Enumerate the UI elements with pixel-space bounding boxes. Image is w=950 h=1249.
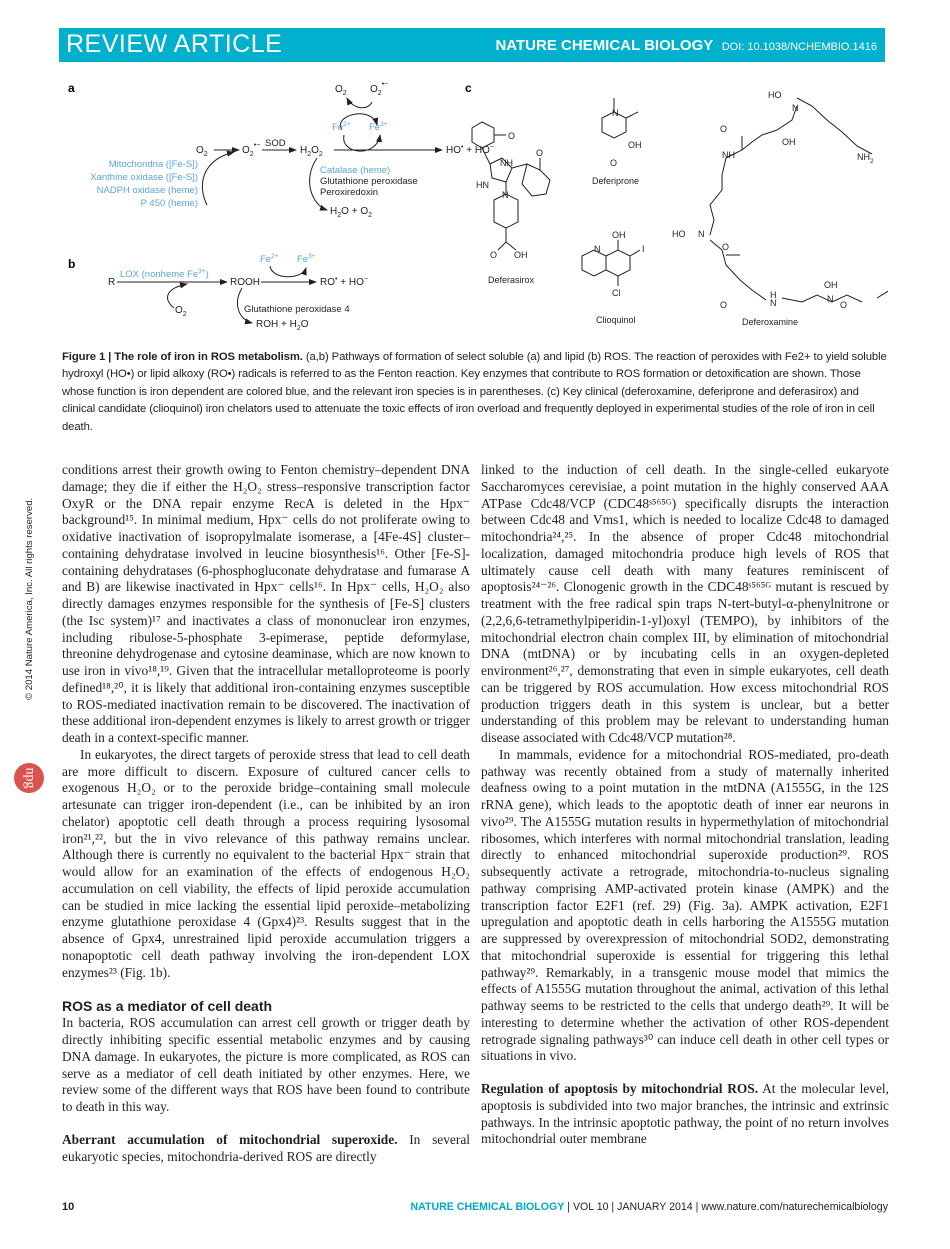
svg-text:O2: $O_2$	[175, 305, 187, 318]
panel-a-label: a	[68, 81, 75, 95]
article-type-label: REVIEW ARTICLE	[66, 30, 283, 58]
panel-b-label: b	[68, 257, 76, 271]
figure-1	[62, 80, 888, 340]
journal-doi-block	[495, 37, 877, 55]
svg-text:LOX (nonheme Fe3+): LOX (nonheme $Fe^{3+}$)	[120, 268, 209, 280]
paragraph: Aberrant accumulation of mitochondrial superoxide. In several eukaryotic species, mitochondria-derived ROS are directly	[62, 1131, 470, 1164]
svg-text:Peroxiredoxin: Peroxiredoxin	[320, 187, 379, 198]
paragraph: In eukaryotes, the direct targets of peroxide stress that lead to cell death are more difficult to discern. Exposure of cultured cancer cells to exogenous H₂O₂ or to the peroxide bridge–containing small molecule artesunate can trigger iron-dependent (i.e., can be inhibited by an iron chelator) apoptotic cell death through a process requiring lysosomal iron²¹,²², but the in vivo relevance of this pathway remains unclear. Although there is currently no equivalent to the bacterial Hpx⁻ strain that would allow for an examination of the effects of endogenous H₂O₂ accumulation on cell viability, the effects of lipid peroxide accumulation can be studied in mice lacking the essential lipid peroxide–metabolizing enzyme glutathione peroxidase 4 (Gpx4)²³. Results suggest that in the absence of Gpx4, unrestrained lipid peroxide accumulation triggers a nonapoptotic cell death pathway involving the iron-dependent LOX enzymes²³ (Fig. 1b).	[62, 746, 470, 980]
catalase-label: Catalase (heme)	[320, 165, 391, 176]
compound-label-deferoxamine: Deferoxamine	[742, 317, 799, 327]
svg-text:O: O	[490, 250, 498, 260]
svg-text:HO: HO	[768, 90, 782, 100]
footer-issue: | VOL 10 | JANUARY 2014 | www.nature.com/naturechemicalbiology	[564, 1201, 888, 1213]
svg-text:OH: OH	[628, 140, 642, 150]
svg-text:ROH + H2O: ROH + $H_2O$	[256, 319, 309, 332]
svg-text:OH: OH	[514, 250, 528, 260]
caption-title: Figure 1 | The role of iron in ROS metabolism.	[62, 351, 303, 363]
svg-text:H2O2: $H_2O_2$	[300, 145, 323, 158]
svg-text:Glutathione peroxidase 4: Glutathione peroxidase 4	[244, 304, 350, 315]
svg-text:O: O	[840, 300, 848, 310]
body-column-left	[62, 462, 470, 1165]
compound-label-deferiprone: Deferiprone	[592, 176, 640, 186]
paragraph: linked to the induction of cell death. In the single-celled eukaryote Saccharomyces cerevisiae, a point mutation in the highly conserved AAA ATPase Cdc48/VCP (CDC48ˢ⁵⁶⁵ᴳ) specifically disrupts the interaction between Cdc48 and Vms1, which is needed to localize Cdc48 to damaged mitochondria²⁴,²⁵. In the absence of proper Cdc48 mitochondrial localization, damaged mitochondria produce high levels of ROS that ultimately cause cell death with many features reminiscent of apoptosis²⁴⁻²⁶. Clonogenic growth in the CDC48ˢ⁵⁶⁵ᴳ mutant is rescued by treatment with the free radical spin traps N-tert-butyl-α-phenylnitrone or (2,2,6,6-tetramethylpiperidin-1-yl)oxyl (TEMPO), by inhibitors of the mitochondrial electron chain complex III, by elimination of mitochondrial DNA (mtDNA) or by incubating cells in an oxygen-depleted environment²⁶,²⁷, demonstrating that even in simple eukaryotes, cell death can be triggered by ROS accumulation. How excess mitochondrial ROS production triggers death in this system is unclear, but a better understanding of this problem may be relevant to understanding human disease associated with Cdc48/VCP mutation²⁸.	[481, 462, 889, 745]
copyright-notice: © 2014 Nature America, Inc. All rights reserved.	[24, 497, 35, 700]
svg-text:OH: OH	[612, 230, 626, 240]
svg-text:Mitochondria ([Fe-S]): Mitochondria ([Fe-S])	[108, 159, 198, 170]
subsection-heading: Regulation of apoptosis by mitochondrial ROS.	[481, 1081, 759, 1096]
npg-logo: npg	[14, 763, 44, 793]
figure-caption	[62, 349, 888, 436]
svg-text:N: N	[612, 108, 619, 118]
svg-text:NH: NH	[500, 158, 513, 168]
svg-text:N: N	[502, 190, 509, 200]
svg-text:OH: OH	[782, 137, 796, 147]
svg-text:O2•−: $O_2^{•-}$	[370, 81, 389, 97]
svg-text:O2: $O_2$	[196, 145, 208, 158]
svg-text:Fe3+: $Fe^{3+}$	[369, 121, 388, 133]
svg-text:N: N	[827, 294, 834, 304]
svg-text:OH: OH	[824, 280, 838, 290]
page-number: 10	[62, 1201, 75, 1213]
caption-text: (a,b) Pathways of formation of select soluble (a) and lipid (b) ROS. The reaction of peroxides with Fe2+ to yield soluble hydroxyl (HO•) or lipid alkoxy (RO•) radicals is referred to as the Fenton reaction. Key enzymes that contribute to ROS formation or detoxification are shown. Those whose function is iron dependent are colored blue, and the relevant iron species is in parentheses. (c) Key clinical (deferoxamine, deferiprone and deferasirox) and clinical candidate (clioquinol) iron chelators used to attenuate the toxic effects of iron overload and frequently deployed in experimental studies of the role of iron in cell death.	[62, 351, 887, 433]
svg-text:N: N	[698, 229, 705, 239]
svg-text:O: O	[610, 158, 618, 168]
svg-text:H: H	[770, 290, 777, 300]
svg-text:O: O	[536, 148, 544, 158]
svg-text:O: O	[722, 242, 730, 252]
panel-c-label: c	[465, 81, 472, 95]
section-heading: ROS as a mediator of cell death	[62, 998, 273, 1015]
svg-text:N: N	[770, 298, 777, 308]
svg-text:NH2: $NH_2$	[857, 152, 874, 165]
footer-journal-name: NATURE CHEMICAL BIOLOGY	[410, 1201, 565, 1213]
sod-label: SOD	[265, 138, 286, 149]
body-column-right	[481, 462, 889, 1148]
subsection-heading: Aberrant accumulation of mitochondrial superoxide.	[62, 1131, 398, 1147]
svg-text:Xanthine oxidase ([Fe-S]): Xanthine oxidase ([Fe-S])	[90, 172, 198, 183]
journal-header-bar	[59, 28, 885, 62]
svg-text:O2: $O_2$	[335, 84, 347, 97]
svg-text:HO• + HO−: HO• + HO−	[446, 144, 494, 156]
svg-text:I: I	[642, 244, 645, 254]
svg-text:N: N	[792, 103, 799, 113]
paragraph: Regulation of apoptosis by mitochondrial ROS. At the molecular level, apoptosis is subdivided into two major branches, the intrinsic and extrinsic pathways. In the intrinsic apoptotic pathway, the point of no return involves mitochondrial outer membrane	[481, 1081, 889, 1147]
svg-text:Fe2+: $Fe^{2+}$	[260, 253, 279, 265]
deferiprone-structure	[602, 98, 638, 138]
ros-sources-list	[90, 159, 198, 209]
svg-text:Fe2+: $Fe^{2+}$	[332, 121, 351, 133]
svg-text:N: N	[594, 244, 601, 254]
paragraph: conditions arrest their growth owing to Fenton chemistry–dependent DNA damage; they die if either the H₂O₂ stress–responsive transcription factor OxyR or the DNA repair enzyme RecA is deleted in the Hpx⁻ background¹⁵. In minimal medium, Hpx⁻ cells do not proliferate owing to oxidative inactivation of isopropylmalate isomerase, a [4Fe-4S] cluster–containing dehydratase involved in leucine biosynthesis¹⁶. Other [Fe-S]-containing dehydratases (6-phosphogluconate dehydratase and fumarase A and B) are likewise inactivated in Hpx⁻ cells¹⁶. In Hpx⁻ cells, H₂O₂ also directly damages enzymes responsible for the synthesis of [Fe-S] clusters (the Isc system)¹⁷ and inactivates a class of mononuclear iron enzymes, including ribulose-5-phosphate 3-epimerase, peptide deformylase, threonine dehydrogenase and cytosine deaminase, which are now known to use iron in vivo¹⁸,¹⁹. Given that the intracellular metalloproteome is poorly defined¹⁸,²⁰, it is likely that additional iron-containing enzymes susceptible to ROS-mediated inactivation remain to be discovered. The inactivation of these additional iron-dependent enzymes is likely to arrest growth or trigger death in a context-specific manner.	[62, 462, 470, 745]
doi-label: DOI: 10.1038/NCHEMBIO.1416	[721, 41, 877, 53]
figure-1-diagram	[62, 80, 888, 340]
svg-text:HN: HN	[476, 180, 489, 190]
svg-text:O: O	[508, 131, 516, 141]
svg-text:NADPH oxidase (heme): NADPH oxidase (heme)	[96, 185, 198, 196]
deferoxamine-structure	[710, 98, 888, 302]
paragraph: In bacteria, ROS accumulation can arrest cell growth or trigger death by directly inhibiting specific essential metabolic enzymes and by causing DNA damage. In eukaryotes, the picture is more complicated, as ROS can serve as a mediator of cell death initiated by other enzymes. Here, we review some of the different ways that ROS have been found to contribute to death in this way.	[62, 1015, 470, 1114]
svg-text:Fe3+: $Fe^{3+}$	[297, 253, 316, 265]
footer-citation	[411, 1201, 889, 1213]
svg-text:H2O + O2: $H_2O + O_2$	[330, 206, 372, 219]
svg-text:P 450 (heme): P 450 (heme)	[140, 198, 198, 209]
compound-label-clioquinol: Clioquinol	[596, 315, 636, 325]
svg-text:Glutathione peroxidase: Glutathione peroxidase	[320, 176, 418, 187]
svg-text:O2•−: $O_2^{•-}$	[242, 142, 261, 158]
svg-text:Cl: Cl	[612, 288, 621, 298]
svg-text:HO: HO	[672, 229, 686, 239]
svg-text:R: R	[108, 277, 116, 288]
svg-text:RO• + HO−: RO• + HO−	[320, 276, 368, 288]
compound-label-deferasirox: Deferasirox	[488, 275, 535, 285]
paragraph: In mammals, evidence for a mitochondrial ROS-mediated, pro-death pathway was recently obtained from a study of maternally inherited deafness owing to a point mutation in the mtDNA (A1555G, in the 12S rRNA gene), which leads to the apoptotic death of inner ear neurons in vivo²⁹. The A1555G mutation results in hypermethylation of mitochondrial ribosomes, which interferes with normal mitochondrial translation, leading directly to enhanced mitochondrial superoxide production²⁹. ROS subsequently activate a retrograde, mitochondria-to-nucleus signaling pathway comprising AMP-activated protein kinase (AMPK) and the transcription factor E2F1 (ref. 29) (Fig. 3a). AMPK activation, E2F1 upregulation and apoptotic death in cells harboring the A1555G mutation are suppressed by overexpression of mitochondrial SOD2, demonstrating that mitochondrial superoxide is essential for triggering this lethal pathway²⁹. Remarkably, in a transgenic mouse model that mimics the effects of A1555G mutation throughout the animal, activation of this lethal pathway seems to be restricted to the cells that undergo death²⁹. It will be interesting to determine whether the activation of other ROS-dependent retrograde signaling pathways³⁰ can induce cell death in other cell types or situations in vivo.	[481, 746, 889, 1064]
svg-text:NH: NH	[722, 150, 735, 160]
svg-text:O: O	[720, 124, 728, 134]
svg-text:ROOH: ROOH	[230, 277, 260, 288]
svg-text:O: O	[720, 300, 728, 310]
journal-name: NATURE CHEMICAL BIOLOGY	[495, 37, 714, 54]
clioquinol-structure	[582, 240, 640, 286]
